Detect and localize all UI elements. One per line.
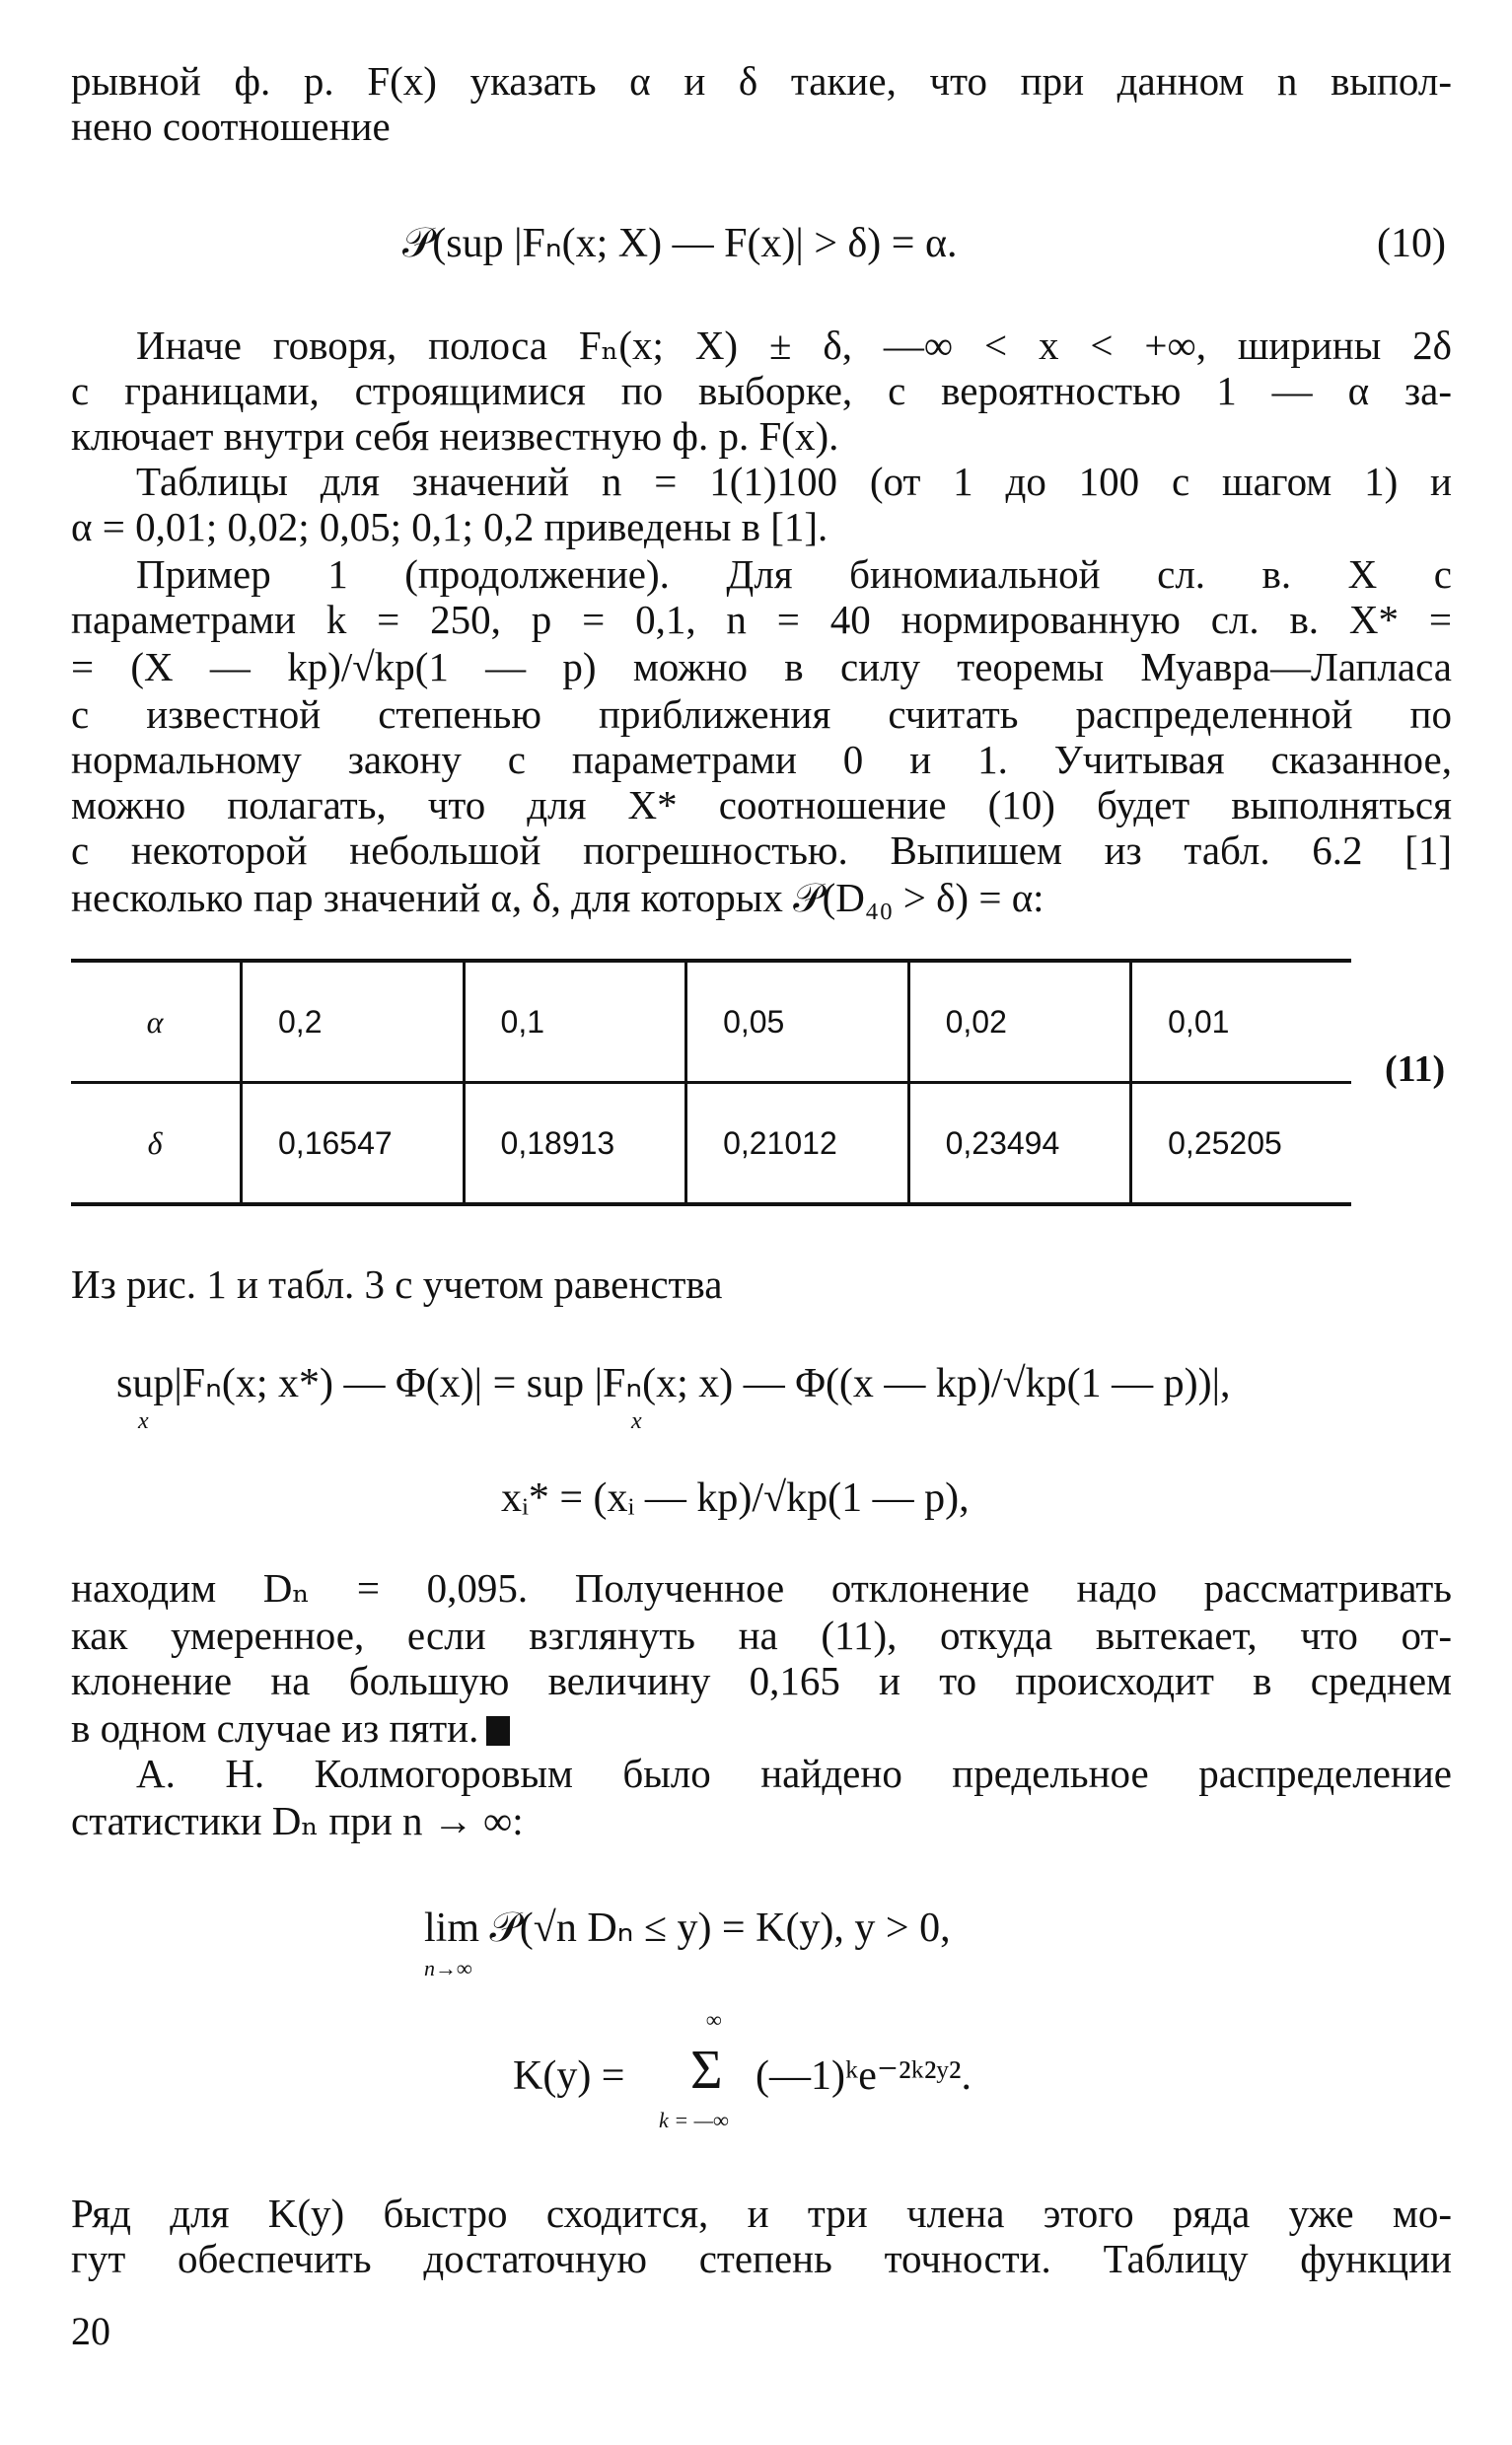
text-line: с известной степенью приближения считать распределенной по: [71, 691, 1452, 737]
equation-limit: lim 𝒫(√n Dₙ ≤ y) = K(y), y > 0,: [424, 1906, 951, 1951]
table-number: (11): [1385, 1048, 1446, 1090]
text-line: α = 0,01; 0,02; 0,05; 0,1; 0,2 приведены в [1].: [71, 504, 828, 549]
text-line: нено соотношение: [71, 104, 391, 149]
table-row: [71, 961, 1351, 1083]
text-line: клонение на большую величину 0,165 и то происходит в среднем: [71, 1658, 1452, 1703]
text-line: с границами, строящимися по выборке, с вероятностью 1 — α за-: [71, 368, 1452, 413]
text-line: Из рис. 1 и табл. 3 с учетом равенства: [71, 1261, 723, 1307]
table-cell: 0,16547: [242, 1083, 465, 1205]
text-line: Иначе говоря, полоса Fₙ(x; X) ± δ, —∞ < x < +∞, ширины 2δ: [136, 323, 1452, 368]
text-line: можно полагать, что для X* соотношение (10) будет выполняться: [71, 782, 1452, 827]
sum-sign: Σ: [690, 2040, 723, 2101]
page-number: 20: [71, 2309, 110, 2353]
text-line: находим Dₙ = 0,095. Полученное отклонение надо рассматривать: [71, 1565, 1452, 1611]
text-line: Таблицы для значений n = 1(1)100 (от 1 до 100 с шагом 1) и: [136, 459, 1452, 504]
text-line: нормальному закону с параметрами 0 и 1. Учитывая сказанное,: [71, 737, 1452, 782]
text-line: Ряд для K(y) быстро сходится, и три члена этого ряда уже мо-: [71, 2191, 1452, 2236]
text-line: статистики Dₙ при n → ∞:: [71, 1798, 524, 1843]
table-cell: 0,02: [908, 961, 1131, 1083]
text-line: гут обеспечить достаточную степень точности. Таблицу функции: [71, 2236, 1452, 2281]
equation-10: 𝒫(sup |Fₙ(x; X) — F(x)| > δ) = α.: [402, 221, 958, 266]
table-cell: 0,25205: [1131, 1083, 1351, 1205]
table-cell: 0,18913: [464, 1083, 686, 1205]
text-line: с некоторой небольшой погрешностью. Выпишем из табл. 6.2 [1]: [71, 827, 1452, 873]
table-row: [71, 1083, 1351, 1205]
equation-subscript: x: [631, 1408, 642, 1434]
equation-xi: xᵢ* = (xᵢ — kp)/√kp(1 — p),: [501, 1475, 970, 1521]
text-line: Пример 1 (продолжение). Для биномиальной сл. в. X с: [136, 551, 1452, 597]
table-row-label: δ: [71, 1083, 242, 1205]
end-of-example-mark: [486, 1716, 510, 1746]
text-line: как умеренное, если взглянуть на (11), откуда вытекает, что от-: [71, 1613, 1452, 1658]
text-line: параметрами k = 250, p = 0,1, n = 40 нормированную сл. в. X* =: [71, 597, 1452, 642]
equation-sup: sup|Fₙ(x; x*) — Φ(x)| = sup |Fₙ(x; x) — Φ((x — kp)/√kp(1 — p))|,: [116, 1361, 1231, 1406]
table-cell: 0,23494: [908, 1083, 1131, 1205]
text-line: А. Н. Колмогоровым было найдено предельное распределение: [136, 1751, 1452, 1796]
table-cell: 0,2: [242, 961, 465, 1083]
text-line: [71, 1704, 1452, 1752]
table-cell: 0,05: [686, 961, 909, 1083]
text-line: рывной ф. р. F(x) указать α и δ такие, что при данном n выпол-: [71, 58, 1452, 104]
equation-number: (10): [1377, 221, 1446, 266]
equation-subscript: x: [138, 1408, 149, 1434]
text-line: несколько пар значений α, δ, для которых 𝒫(D₄₀ > δ) = α:: [71, 875, 1044, 920]
sum-upper-limit: ∞: [706, 2007, 722, 2032]
text-fragment: в одном случае из пяти.: [71, 1705, 479, 1751]
equation-k-lhs: K(y) =: [513, 2053, 625, 2099]
equation-k-rhs: (—1)ᵏe⁻²ᵏ²ʸ².: [756, 2053, 972, 2099]
text-line: ключает внутри себя неизвестную ф. р. F(x).: [71, 413, 839, 459]
text-line: = (X — kp)/√kp(1 — p) можно в силу теоремы Муавра—Лапласа: [71, 644, 1452, 689]
table-cell: 0,21012: [686, 1083, 909, 1205]
sum-lower-limit: k = —∞: [659, 2108, 729, 2132]
table-row-label: α: [71, 961, 242, 1083]
table-cell: 0,1: [464, 961, 686, 1083]
alpha-delta-table: [71, 959, 1351, 1206]
equation-subscript: n→∞: [424, 1956, 472, 1980]
table-cell: 0,01: [1131, 961, 1351, 1083]
